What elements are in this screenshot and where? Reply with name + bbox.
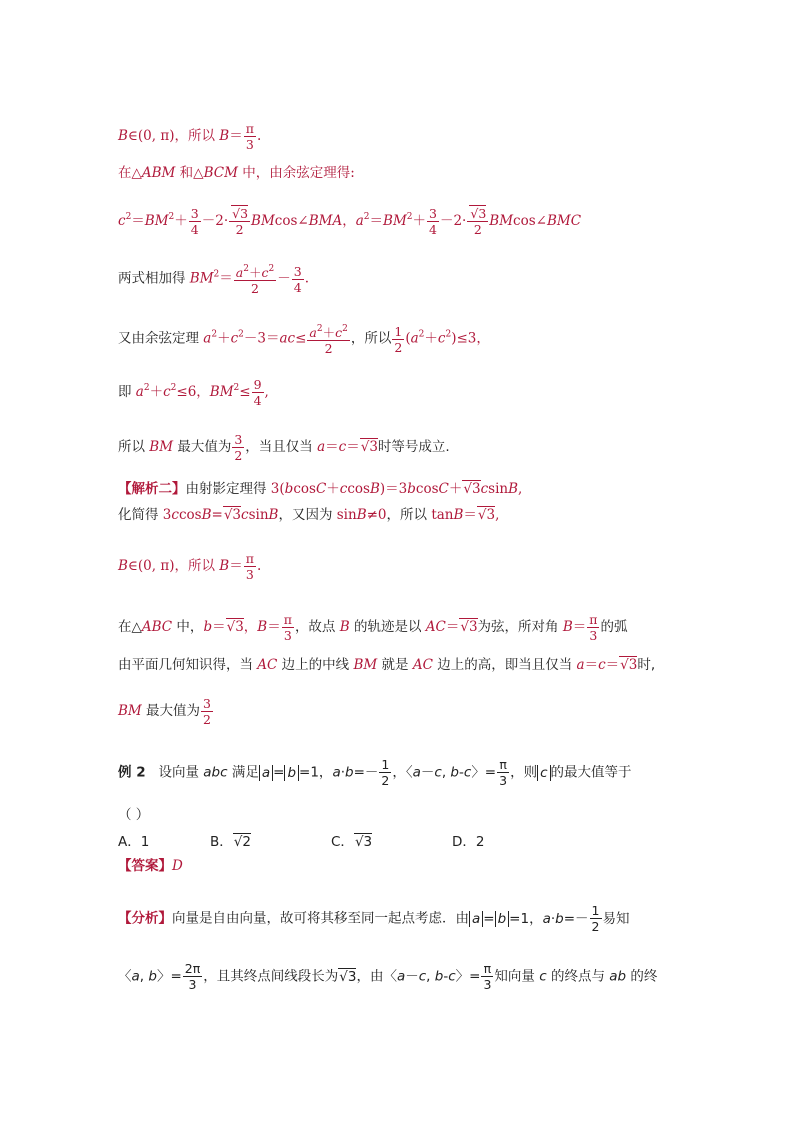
solution-line-1: B∈(0, π)，所以 B＝ $\frac{\pi}{3}$ . bbox=[118, 121, 262, 152]
solution-line-4: 两式相加得 $BM^2=$ $\frac{a^2+c^2}{2}$ － $\frac{3}{4}$ . bbox=[118, 263, 309, 296]
solution-line-10: B∈(0, π)，所以 B＝ $\frac{\pi}{3}$ . bbox=[118, 551, 262, 582]
solution-line-11: 在△ABC 中，b＝√3，B＝ $\frac{\pi}{3}$ ，故点 B 的轨迹是以 AC＝√3为弦，所对角 B＝ $\frac{\pi}{3}$ 的弧 bbox=[118, 612, 628, 643]
option-b: B．√2 bbox=[210, 834, 251, 850]
example-2-question: 例 2 设向量 abc 满足 a = b =1，a·b=－ $\frac{1}{2}$ ，〈a－c, b-c〉= $\frac{\pi}{3}$ ，则 c 的最大值等于 bbox=[118, 757, 632, 788]
answer-line bbox=[118, 857, 183, 875]
answer-paren: （ ） bbox=[118, 807, 150, 823]
solution-method-two: 【解析二】由射影定理得 3(bcosC＋ccosB)＝3bcosC＋√3csinB, bbox=[118, 481, 523, 497]
solution-line-7: 所以 BM 最大值为 $\frac{3}{2}$ ，当且仅当 a＝c＝√3时等号成立. bbox=[118, 432, 450, 463]
solution-line-3: $c^2=BM^2+$ $\frac{3}{4}$ －2· $\frac{√3}{2}$ BMcos∠BMA，$a^2=BM^2+$ $\frac{3}{4}$ －2· $\frac{√3}{2}$ BMcos∠BMC bbox=[118, 206, 582, 237]
solution-line-13: BM 最大值为 $\frac{3}{2}$ bbox=[118, 696, 211, 727]
answer-value: D bbox=[172, 858, 183, 874]
option-c: C．√3 bbox=[331, 834, 373, 850]
solution-line-12: 由平面几何知识得，当 AC 边上的中线 BM 就是 AC 边上的高，即当且仅当 a＝c＝√3时, bbox=[118, 657, 656, 673]
option-d: D．2 bbox=[452, 834, 485, 850]
analysis-line-2: 〈a, b〉= $\frac{2\pi}{3}$ ，且其终点间线段长为√3，由〈a－c, b-c〉= $\frac{\pi}{3}$ 知向量 c 的终点与 ab 的终 bbox=[118, 961, 658, 992]
solution-line-9: 化简得 3ccosB=√3csinB，又因为 sinB≠0，所以 tanB＝√3, bbox=[118, 507, 500, 523]
analysis-line-1: 【分析】向量是自由向量，故可将其移至同一起点考虑．由 a = b =1，a·b=－ $\frac{1}{2}$ 易知 bbox=[118, 903, 630, 934]
option-a: A．1 bbox=[118, 834, 150, 850]
example-label: 例 2 bbox=[118, 764, 146, 781]
answer-label: 【答案】 bbox=[118, 858, 172, 874]
solution-line-6: 即 $a^2+c^2\le 6$，$BM^2\le$ $\frac{9}{4}$ , bbox=[118, 377, 269, 408]
solution-line-2: 在△ABM 和△BCM 中，由余弦定理得: bbox=[118, 165, 355, 181]
solution-line-5: 又由余弦定理 $a^2+c^2-3=ac\le$ $\frac{a^2+c^2}{2}$ ，所以 $\frac{1}{2}$ $(a^2+c^2)\le 3$， bbox=[118, 323, 490, 356]
